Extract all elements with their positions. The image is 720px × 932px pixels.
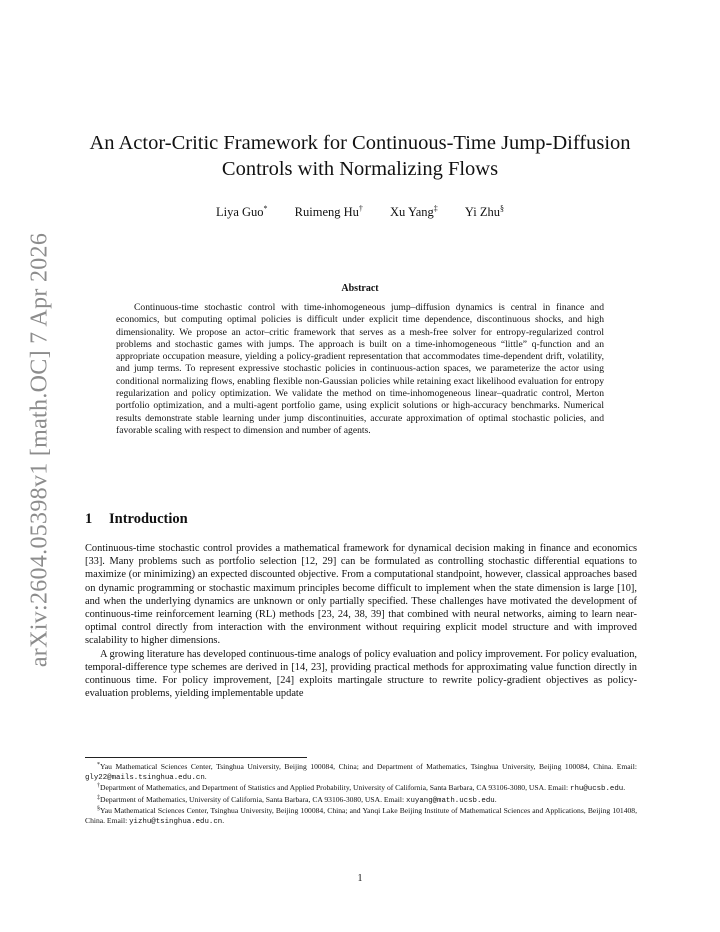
section-number: 1 xyxy=(85,511,93,527)
author-footnote-mark: ‡ xyxy=(433,204,438,213)
title-line-1: An Actor-Critic Framework for Continuous-Time Jump-Diffusion xyxy=(89,132,631,154)
footnote-mark: § xyxy=(97,805,100,812)
author xyxy=(216,204,268,220)
abstract-text: Continuous-time stochastic control with time-inhomogeneous jump–diffusion dynamics is central in finance and economics, but computing optimal policies is difficult under explicit time dependence, discontinuous shocks, and high dimensionality. We propose an actor–critic framework that serves as a mesh-free solver for entropy-regularized control problems and stochastic games with jumps. The approach is built on a time-inhomogeneous “little” q-function and an appropriate occupation measure, yielding a policy-gradient representation that accommodates time-dependent drift, volatility, and jump terms. To represent expressive stochastic policies in continuous-action spaces, we parameterize the actor using conditional normalizing flows, enabling flexible non-Gaussian policies while retaining exact likelihood evaluation for entropy regularization and policy optimization. We validate the method on time-inhomogeneous linear–quadratic control, Merton portfolio optimization, and a multi-agent portfolio game, using explicit solutions or high-accuracy benchmarks. Numerical results demonstrate stable learning under jump discontinuities, accurate approximation of optimal stochastic policies, and favorable scaling with respect to dimension and number of agents. xyxy=(116,302,604,436)
section-heading xyxy=(85,511,188,528)
author-name: Liya Guo xyxy=(215,205,264,219)
footnote-rule xyxy=(85,757,307,758)
footnote xyxy=(85,762,637,783)
section-body xyxy=(85,542,637,700)
footnote-end: . xyxy=(222,816,225,826)
footnote xyxy=(85,795,637,806)
arxiv-stamp-text: arXiv:2604.05398v1 [math.OC] 7 Apr 2026 xyxy=(26,232,53,668)
footnote-text: Yau Mathematical Sciences Center, Tsinghua University, Beijing 100084, China; and Department of Mathematics, Tsinghua University, Beijing 100084, China. Email: xyxy=(100,762,637,771)
author-footnote-mark: * xyxy=(263,204,268,213)
footnote-text: Yau Mathematical Sciences Center, Tsinghua University, Beijing 100084, China; and Yanqi Lake Beijing Institute of Mathematical Sciences and Applications, Beijing 101408, China. Email: xyxy=(85,805,637,826)
footnote-end: . xyxy=(204,772,207,782)
footnote-mark: * xyxy=(97,762,100,768)
footnote-text: Department of Mathematics, University of California, Santa Barbara, CA 93106-3080, USA. Email: xyxy=(100,794,407,804)
paper-title xyxy=(60,130,660,182)
footnote-email: yizhu@tsinghua.edu.cn xyxy=(129,818,223,827)
footnote-text: Department of Mathematics, and Department of Statistics and Applied Probability, University of California, Santa Barbara, CA 93106-3080, USA. Email: xyxy=(100,783,571,793)
author-name: Yi Zhu xyxy=(464,205,500,219)
page-number: 1 xyxy=(357,873,363,884)
author xyxy=(295,204,363,220)
footnote xyxy=(85,783,637,794)
footnote xyxy=(85,806,637,827)
footnote-email: gly22@mails.tsinghua.edu.cn xyxy=(85,774,205,783)
author xyxy=(465,204,504,220)
author xyxy=(390,204,438,220)
body-paragraph: A growing literature has developed continuous-time analogs of policy evaluation and policy improvement. For policy evaluation, temporal-difference type schemes are derived in [14, 23], providing practical methods for approximating value function directly in continuous time. For policy improvement, [24] exploits martingale structure to rewrite policy-gradient objectives as policy-evaluation problems, yielding implementable update xyxy=(85,648,638,700)
footnote-email: rhu@ucsb.edu xyxy=(570,785,624,794)
section-title: Introduction xyxy=(109,511,188,527)
footnote-end: . xyxy=(494,794,497,804)
body-paragraph: Continuous-time stochastic control provides a mathematical framework for dynamical decision making in finance and economics [33]. Many problems such as portfolio selection [12, 29] can be formulated as controlling stochastic differential equations to maximize (or minimizing) an expected discounted objective. From a computational standpoint, however, classical approaches based on dynamic programming or stochastic maximum principles become difficult to implement when the state dimension is large [10], and when the underlying dynamics are unknown or only partially specified. These challenges have motivated the development of continuous-time reinforcement learning (RL) methods [23, 24, 38, 39] that combined with neural networks, aiming to learn near-optimal control directly from interaction with the environment without requiring explicit model structure and with improved scalability to higher dimensions. xyxy=(85,543,637,647)
footnotes xyxy=(85,762,637,827)
author-footnote-mark: § xyxy=(500,204,504,213)
footnote-end: . xyxy=(623,783,626,793)
footnote-mark: † xyxy=(97,783,100,790)
author-name: Ruimeng Hu xyxy=(294,205,359,219)
author-name: Xu Yang xyxy=(390,205,434,219)
abstract-heading: Abstract xyxy=(341,283,379,294)
footnote-email: xuyang@math.ucsb.edu xyxy=(406,796,495,805)
author-list xyxy=(60,204,660,220)
author-footnote-mark: † xyxy=(358,204,363,213)
footnote-mark: ‡ xyxy=(97,794,100,801)
title-line-2: Controls with Normalizing Flows xyxy=(221,158,499,180)
